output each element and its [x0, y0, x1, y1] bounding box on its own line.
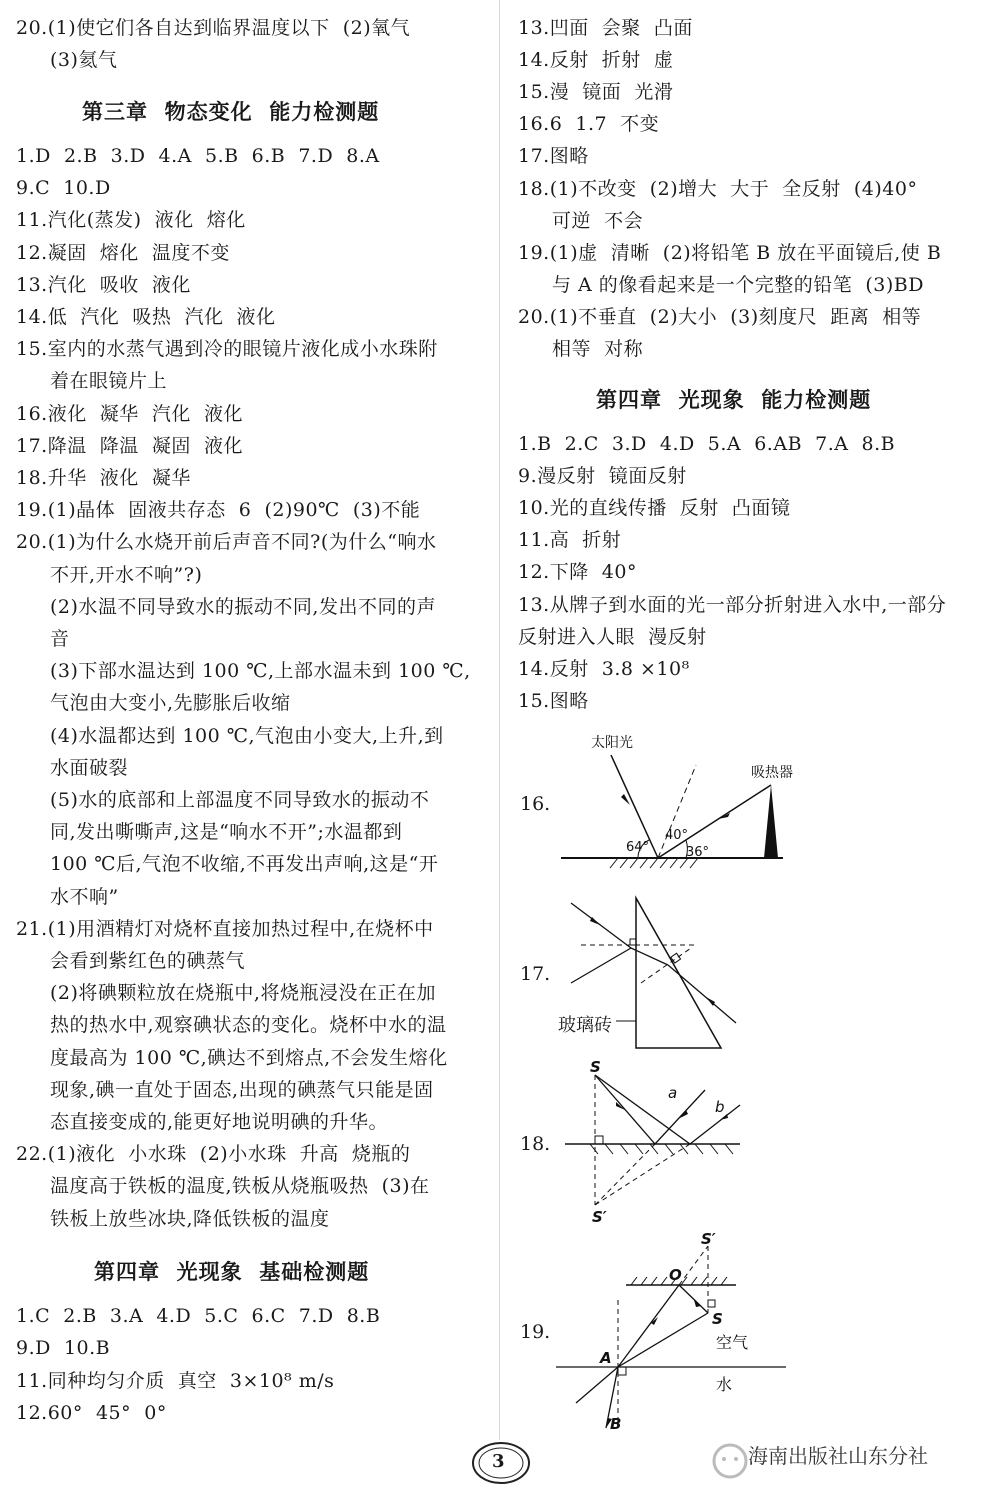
answer-line: 11.汽化(蒸发) 液化 熔化 [16, 209, 246, 232]
fig16-sunlight-label: 太阳光 [591, 735, 633, 751]
answer-line: 反射进入人眼 漫反射 [518, 625, 707, 648]
fig19-air-label: 空气 [716, 1333, 749, 1352]
heading-ch3-ability: 第三章 物态变化 能力检测题 [82, 100, 380, 124]
answer-line: 着在眼镜片上 [50, 370, 168, 393]
fig18-label: 18. [520, 1133, 551, 1155]
answer-line: (4)水温都达到 100 ℃,气泡由小变大,上升,到 [50, 724, 444, 747]
answer-line: 11.同种均匀介质 真空 3×10⁸ m/s [16, 1369, 335, 1392]
fig16-angle-36: 36° [686, 845, 710, 860]
fig18-b: b [715, 1098, 725, 1116]
answer-line: 10.光的直线传播 反射 凸面镜 [518, 497, 791, 520]
fig17-label: 17. [520, 963, 551, 985]
answer-line: 水不响” [50, 885, 119, 908]
answer-line: 不开,开水不响”?) [50, 563, 203, 586]
answer-line: 13.汽化 吸收 液化 [16, 273, 191, 296]
fig16-absorber-label: 吸热器 [751, 765, 793, 781]
answer-line: 9.D 10.B [16, 1337, 111, 1360]
fig19-S: S [712, 1310, 723, 1328]
answer-line: 9.漫反射 镜面反射 [518, 465, 687, 488]
page-number: 3 [492, 1451, 505, 1472]
answer-line: 13.凹面 会聚 凸面 [518, 17, 693, 39]
answer-line: 17.降温 降温 凝固 液化 [16, 434, 243, 457]
answer-line: 水面破裂 [50, 756, 129, 779]
answer-line: 1.D 2.B 3.D 4.A 5.B 6.B 7.D 8.A [16, 145, 380, 167]
fig16-angle-64: 64° [626, 840, 650, 855]
answer-line: 相等 对称 [552, 338, 644, 360]
answer-line: (3)下部水温达到 100 ℃,上部水温未到 100 ℃, [50, 660, 471, 683]
answer-line: (3)氦气 [50, 49, 118, 72]
answer-line: 14.反射 折射 虚 [518, 49, 674, 72]
fig16-label: 16. [520, 793, 551, 815]
fig18-a: a [668, 1084, 678, 1102]
answer-line: 现象,碘一直处于固态,出现的碘蒸气只能是固 [50, 1078, 434, 1101]
answer-line: 100 ℃后,气泡不收缩,不再发出声响,这是“开 [50, 853, 439, 876]
answer-line: 19.(1)晶体 固液共存态 6 (2)90℃ (3)不能 [16, 499, 421, 522]
figure-18-diagram [560, 1060, 750, 1225]
answer-line: 同,发出嘶嘶声,这是“响水不开”;水温都到 [50, 821, 403, 844]
answer-line: (2)水温不同导致水的振动不同,发出不同的声 [50, 595, 436, 618]
heading-ch4-basic: 第四章 光现象 基础检测题 [94, 1260, 370, 1284]
fig19-A: A [600, 1349, 612, 1367]
answer-line: 温度高于铁板的温度,铁板从烧瓶吸热 (3)在 [50, 1175, 430, 1198]
answer-line: 16.液化 凝华 汽化 液化 [16, 402, 243, 425]
fig19-S-prime: S′ [701, 1230, 716, 1248]
answer-line: 20.(1)为什么水烧开前后声音不同?(为什么“响水 [16, 531, 437, 554]
answer-line: 20.(1)不垂直 (2)大小 (3)刻度尺 距离 相等 [518, 305, 922, 328]
answer-line: 可逆 不会 [552, 209, 644, 232]
answer-line: 12.下降 40° [518, 561, 637, 584]
answer-line: 态直接变成的,能更好地说明碘的升华。 [50, 1111, 389, 1133]
answer-line: 16.6 1.7 不变 [518, 113, 660, 136]
answer-line: 气泡由大变小,先膨胀后收缩 [50, 692, 291, 715]
fig19-O: O [669, 1266, 682, 1284]
answer-line: 9.C 10.D [16, 177, 111, 200]
answer-line: 15.图略 [518, 689, 589, 712]
watermark-text: 海南出版社山东分社 [748, 1444, 928, 1468]
answer-line: 音 [50, 628, 70, 650]
answer-line: 与 A 的像看起来是一个完整的铅笔 (3)BD [552, 273, 924, 296]
answer-line: 22.(1)液化 小水珠 (2)小水珠 升高 烧瓶的 [16, 1143, 411, 1166]
fig16-angle-40: 40° [665, 828, 689, 843]
heading-ch4-ability: 第四章 光现象 能力检测题 [596, 388, 872, 412]
answer-line: 度最高为 100 ℃,碘达不到熔点,不会发生熔化 [50, 1046, 448, 1069]
answer-line: 18.升华 液化 凝华 [16, 467, 191, 489]
figure-16-diagram [558, 725, 838, 875]
answer-line: 1.B 2.C 3.D 4.D 5.A 6.AB 7.A 8.B [518, 433, 896, 455]
answer-line: 18.(1)不改变 (2)增大 大于 全反射 (4)40° [518, 177, 918, 200]
answer-line: 14.低 汽化 吸热 汽化 液化 [16, 306, 276, 328]
answer-line: 14.反射 3.8 ×10⁸ [518, 657, 690, 680]
answer-line: 会看到紫红色的碘蒸气 [50, 950, 246, 972]
fig17-glass-label: 玻璃砖 [558, 1015, 612, 1036]
answer-line: 19.(1)虚 清晰 (2)将铅笔 B 放在平面镜后,使 B [518, 241, 942, 264]
answer-line: (2)将碘颗粒放在烧瓶中,将烧瓶浸没在正在加 [50, 982, 436, 1005]
answer-line: 15.漫 镜面 光滑 [518, 81, 674, 104]
answer-line: 20.(1)使它们各自达到临界温度以下 (2)氧气 [16, 17, 411, 39]
answer-line: 15.室内的水蒸气遇到冷的眼镜片液化成小水珠附 [16, 338, 438, 361]
answer-line: 11.高 折射 [518, 529, 622, 552]
answer-line: 17.图略 [518, 145, 589, 168]
figure-19-diagram [556, 1228, 786, 1433]
answer-line: 12.60° 45° 0° [16, 1401, 167, 1424]
fig19-water-label: 水 [716, 1375, 733, 1394]
answer-line: (5)水的底部和上部温度不同导致水的振动不 [50, 789, 430, 811]
fig18-S-prime: S′ [592, 1208, 607, 1225]
answer-line: 13.从牌子到水面的光一部分折射进入水中,一部分 [518, 593, 947, 616]
column-divider [499, 0, 500, 1440]
answer-line: 1.C 2.B 3.A 4.D 5.C 6.C 7.D 8.B [16, 1305, 381, 1327]
answer-line: 铁板上放些冰块,降低铁板的温度 [50, 1207, 330, 1230]
answer-line: 热的热水中,观察碘状态的变化。烧杯中水的温 [50, 1014, 447, 1037]
answer-line: 21.(1)用酒精灯对烧杯直接加热过程中,在烧杯中 [16, 917, 434, 940]
fig19-label: 19. [520, 1321, 551, 1343]
answer-line: 12.凝固 熔化 温度不变 [16, 241, 230, 264]
fig19-B: B [610, 1415, 622, 1433]
fig18-S: S [590, 1060, 601, 1076]
